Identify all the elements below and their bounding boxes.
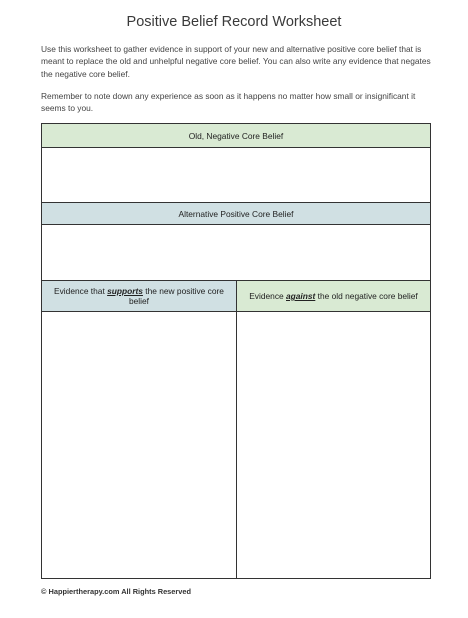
reminder-paragraph: Remember to note down any experience as soon as it happens no matter how small or insignificant it seems to you.	[41, 91, 416, 114]
evidence-columns	[42, 281, 430, 578]
old-belief-header: Old, Negative Core Belief	[42, 124, 430, 148]
supports-evidence-field[interactable]	[42, 312, 236, 577]
supports-header-pre: Evidence that	[54, 286, 108, 296]
alternative-belief-header: Alternative Positive Core Belief	[42, 203, 430, 225]
supports-column	[42, 281, 237, 578]
against-header	[237, 281, 430, 312]
against-header-pre: Evidence	[249, 291, 286, 301]
belief-record-table	[41, 123, 431, 579]
old-belief-field[interactable]	[42, 148, 430, 203]
against-evidence-field[interactable]	[237, 312, 430, 577]
supports-header	[42, 281, 236, 312]
supports-header-post: the new positive core belief	[128, 286, 224, 306]
against-header-post: the old negative core belief	[315, 291, 418, 301]
supports-header-em: supports	[107, 286, 143, 296]
alternative-belief-field[interactable]	[42, 225, 430, 281]
against-header-em: against	[286, 291, 316, 301]
copyright-footer: © Happiertherapy.com All Rights Reserved	[41, 587, 192, 596]
against-column	[237, 281, 430, 578]
intro-paragraph: Use this worksheet to gather evidence in support of your new and alternative positive core belief that is meant to replace the old and unhelpful negative core belief. You can also write any evidence that negates the negative core belief.	[41, 44, 431, 79]
worksheet-title: Positive Belief Record Worksheet	[126, 14, 342, 30]
